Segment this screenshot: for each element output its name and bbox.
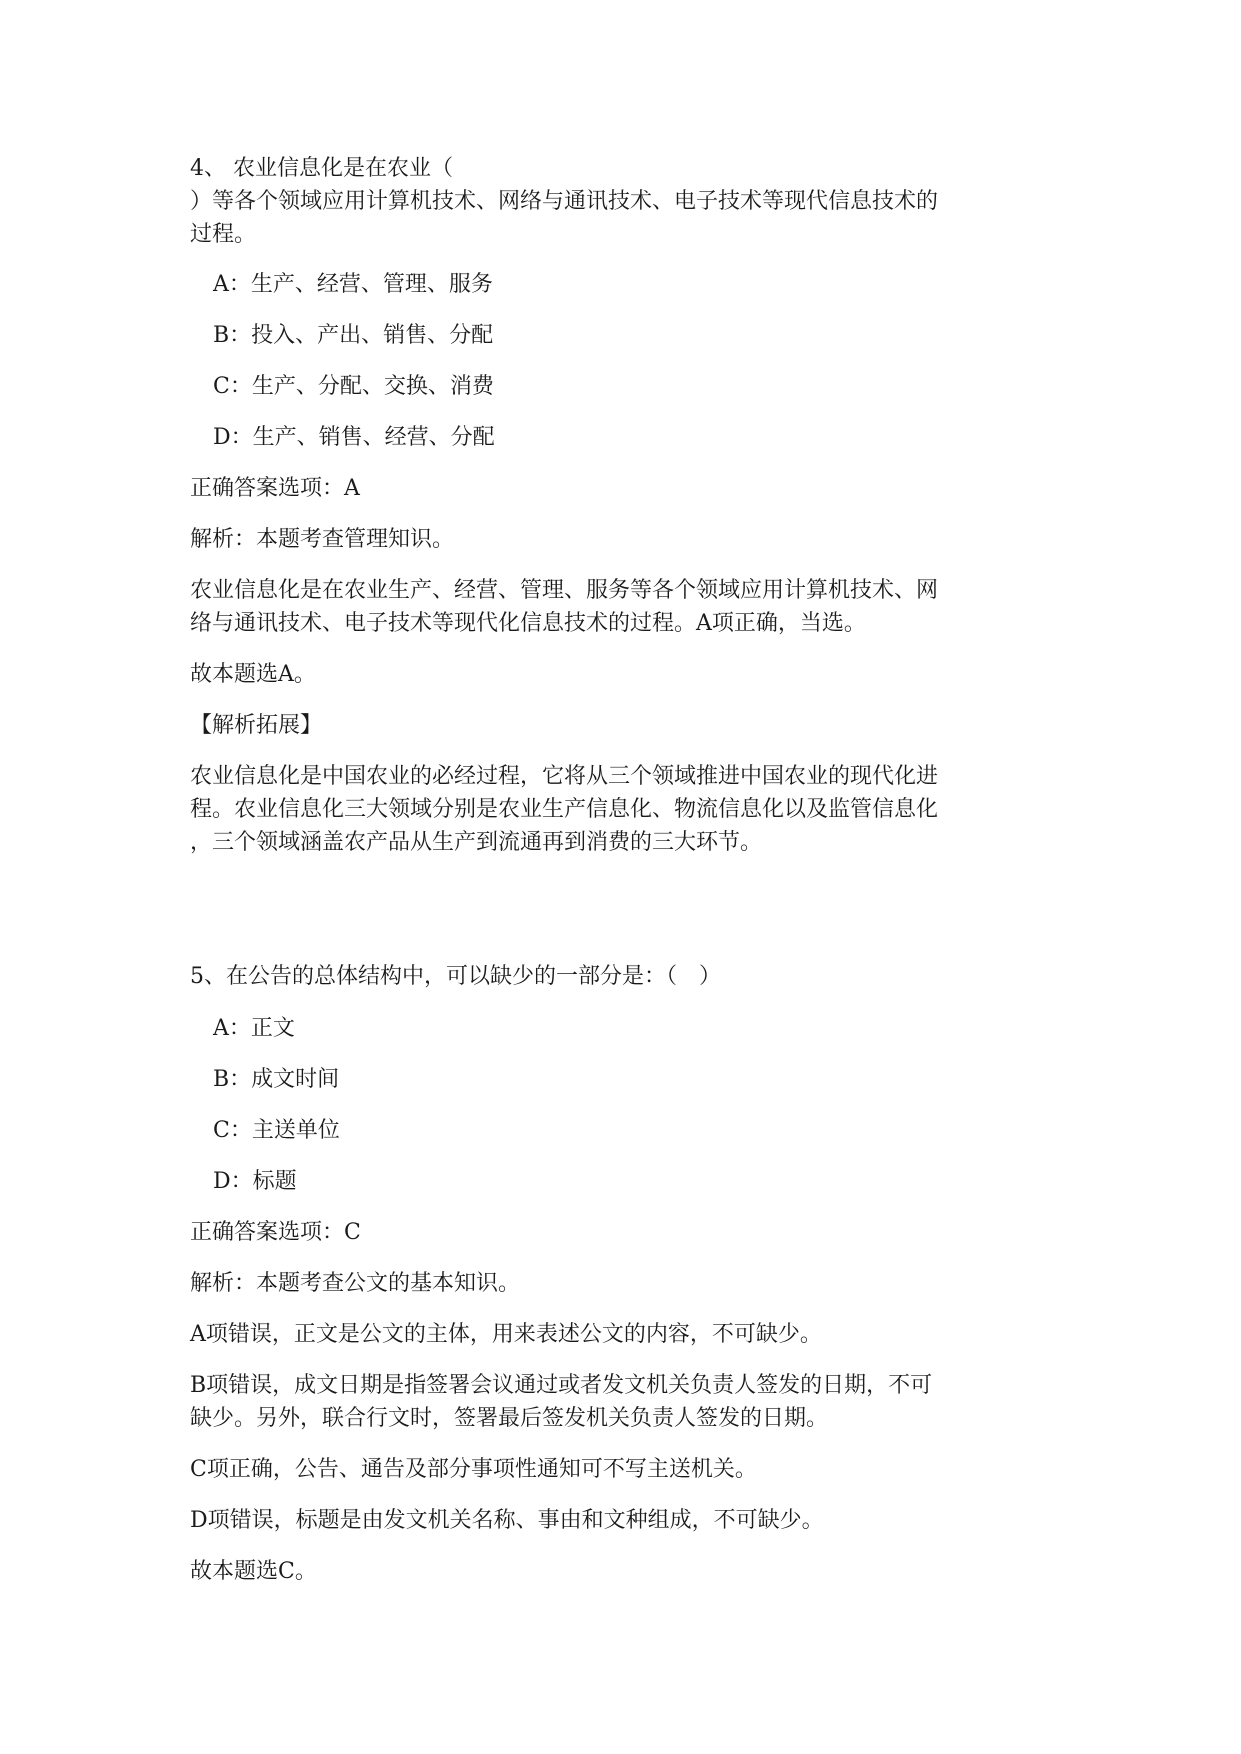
q5-explain-a: A项错误，正文是公文的主体，用来表述公文的内容，不可缺少。 — [190, 1322, 822, 1347]
q5-explain-b — [190, 1369, 1050, 1435]
q4-extend-line: ，三个领域涵盖农产品从生产到流通再到消费的三大环节。 — [190, 830, 763, 855]
q4-analysis: 解析：本题考查管理知识。 — [190, 527, 455, 552]
q4-extend — [190, 760, 1050, 859]
q5-stem: 5、在公告的总体结构中，可以缺少的一部分是：（ ） — [190, 964, 721, 989]
q5-answer: 正确答案选项：C — [190, 1220, 361, 1245]
q4-conclusion: 故本题选A。 — [190, 662, 316, 687]
q4-extend-title: 【解析拓展】 — [190, 713, 323, 738]
q4-extend-line: 程。农业信息化三大领域分别是农业生产信息化、物流信息化以及监管信息化 — [190, 797, 939, 822]
q4-option-d: D：生产、销售、经营、分配 — [213, 425, 495, 450]
q5-option-b: B：成文时间 — [213, 1067, 340, 1092]
q5-explain-c: C项正确，公告、通告及部分事项性通知可不写主送机关。 — [190, 1457, 757, 1482]
q4-stem-line: 4、 农业信息化是在农业（ — [190, 156, 453, 181]
q4-option-b: B：投入、产出、销售、分配 — [213, 323, 494, 348]
q5-option-d: D：标题 — [213, 1169, 297, 1194]
q4-stem-line: ）等各个领域应用计算机技术、网络与通讯技术、电子技术等现代信息技术的 — [190, 189, 939, 214]
q5-explain-b-line: 缺少。另外，联合行文时，签署最后签发机关负责人签发的日期。 — [190, 1406, 829, 1431]
q5-option-c: C：主送单位 — [213, 1118, 340, 1143]
q4-option-a: A：生产、经营、管理、服务 — [213, 272, 493, 297]
q5-option-a: A：正文 — [213, 1016, 295, 1041]
q5-analysis: 解析：本题考查公文的基本知识。 — [190, 1271, 521, 1296]
q4-answer: 正确答案选项：A — [190, 476, 360, 501]
q4-explanation — [190, 574, 1050, 640]
q4-explanation-line: 络与通讯技术、电子技术等现代化信息技术的过程。A项正确，当选。 — [190, 611, 866, 636]
q4-extend-line: 农业信息化是中国农业的必经过程，它将从三个领域推进中国农业的现代化进 — [190, 764, 939, 789]
q5-conclusion: 故本题选C。 — [190, 1559, 317, 1584]
q5-explain-d: D项错误，标题是由发文机关名称、事由和文种组成，不可缺少。 — [190, 1508, 824, 1533]
q4-stem-line: 过程。 — [190, 222, 257, 247]
q4-option-c: C：生产、分配、交换、消费 — [213, 374, 494, 399]
q4-stem — [190, 152, 1050, 251]
q4-explanation-line: 农业信息化是在农业生产、经营、管理、服务等各个领域应用计算机技术、网 — [190, 578, 939, 603]
q5-explain-b-line: B项错误，成文日期是指签署会议通过或者发文机关负责人签发的日期，不可 — [190, 1373, 933, 1398]
